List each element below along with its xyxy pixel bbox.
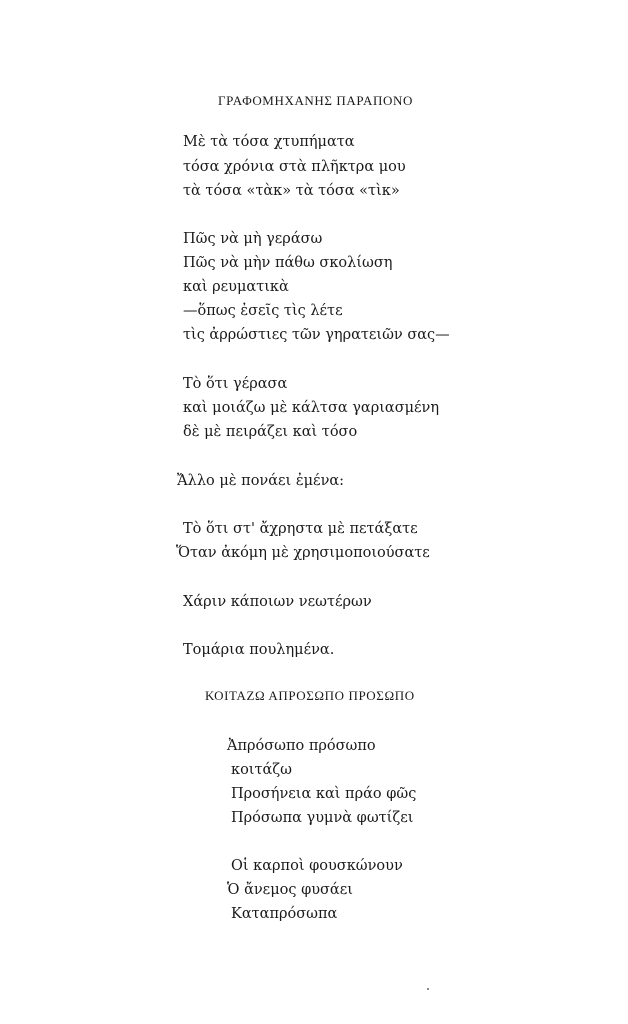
poem-line: Πῶς νὰ μὴ γεράσω bbox=[183, 231, 323, 247]
poem-line: Οἱ καρποὶ φουσκώνουν bbox=[231, 858, 403, 874]
poem-line: Τομάρια πουλημένα. bbox=[183, 642, 335, 658]
poem-title: ΚΟΙΤΑΖΩ ΑΠΡΟΣΩΠΟ ΠΡΟΣΩΠΟ bbox=[205, 688, 415, 703]
poem-line: καὶ ρευματικὰ bbox=[183, 279, 289, 295]
poem-line: δὲ μὲ πειράζει καὶ τόσο bbox=[183, 424, 358, 440]
poem-line: Ἀπρόσωπο πρόσωπο bbox=[227, 738, 376, 754]
poem-line: Προσήνεια καὶ πράο φῶς bbox=[231, 786, 417, 802]
poem-line: Ὁ ἄνεμος φυσάει bbox=[227, 882, 353, 898]
poem-line: τὶς ἀρρώστιες τῶν γηρατειῶν σας— bbox=[183, 327, 450, 343]
poem-line: Ὅταν ἀκόμη μὲ χρησιμοποιούσατε bbox=[176, 545, 430, 561]
poem-line: Πρόσωπα γυμνὰ φωτίζει bbox=[231, 810, 414, 826]
poem-line: Τὸ ὅτι στ' ἄχρηστα μὲ πετάξατε bbox=[183, 521, 418, 537]
paper-speck bbox=[427, 988, 429, 990]
poem-line: τὰ τόσα «τὰκ» τὰ τόσα «τὶκ» bbox=[183, 183, 400, 199]
poem-line: τόσα χρόνια στὰ πλῆκτρα μου bbox=[183, 159, 406, 175]
poem-line: Μὲ τὰ τόσα χτυπήματα bbox=[183, 134, 355, 150]
poem-title: ΓΡΑΦΟΜΗΧΑΝΗΣ ΠΑΡΑΠΟΝΟ bbox=[218, 93, 413, 108]
poem-line: —ὅπως ἐσεῖς τὶς λέτε bbox=[183, 303, 343, 319]
poem-line: Πῶς νὰ μὴν πάθω σκολίωση bbox=[183, 255, 393, 271]
poem-line: Ἄλλο μὲ πονάει ἐμένα: bbox=[177, 473, 345, 489]
poem-line: Χάριν κάποιων νεωτέρων bbox=[183, 594, 372, 610]
poem-line: κοιτάζω bbox=[231, 762, 292, 778]
poem-line: Τὸ ὅτι γέρασα bbox=[183, 376, 288, 392]
poem-line: καὶ μοιάζω μὲ κάλτσα γαριασμένη bbox=[183, 400, 440, 416]
poem-line: Καταπρόσωπα bbox=[231, 906, 338, 922]
